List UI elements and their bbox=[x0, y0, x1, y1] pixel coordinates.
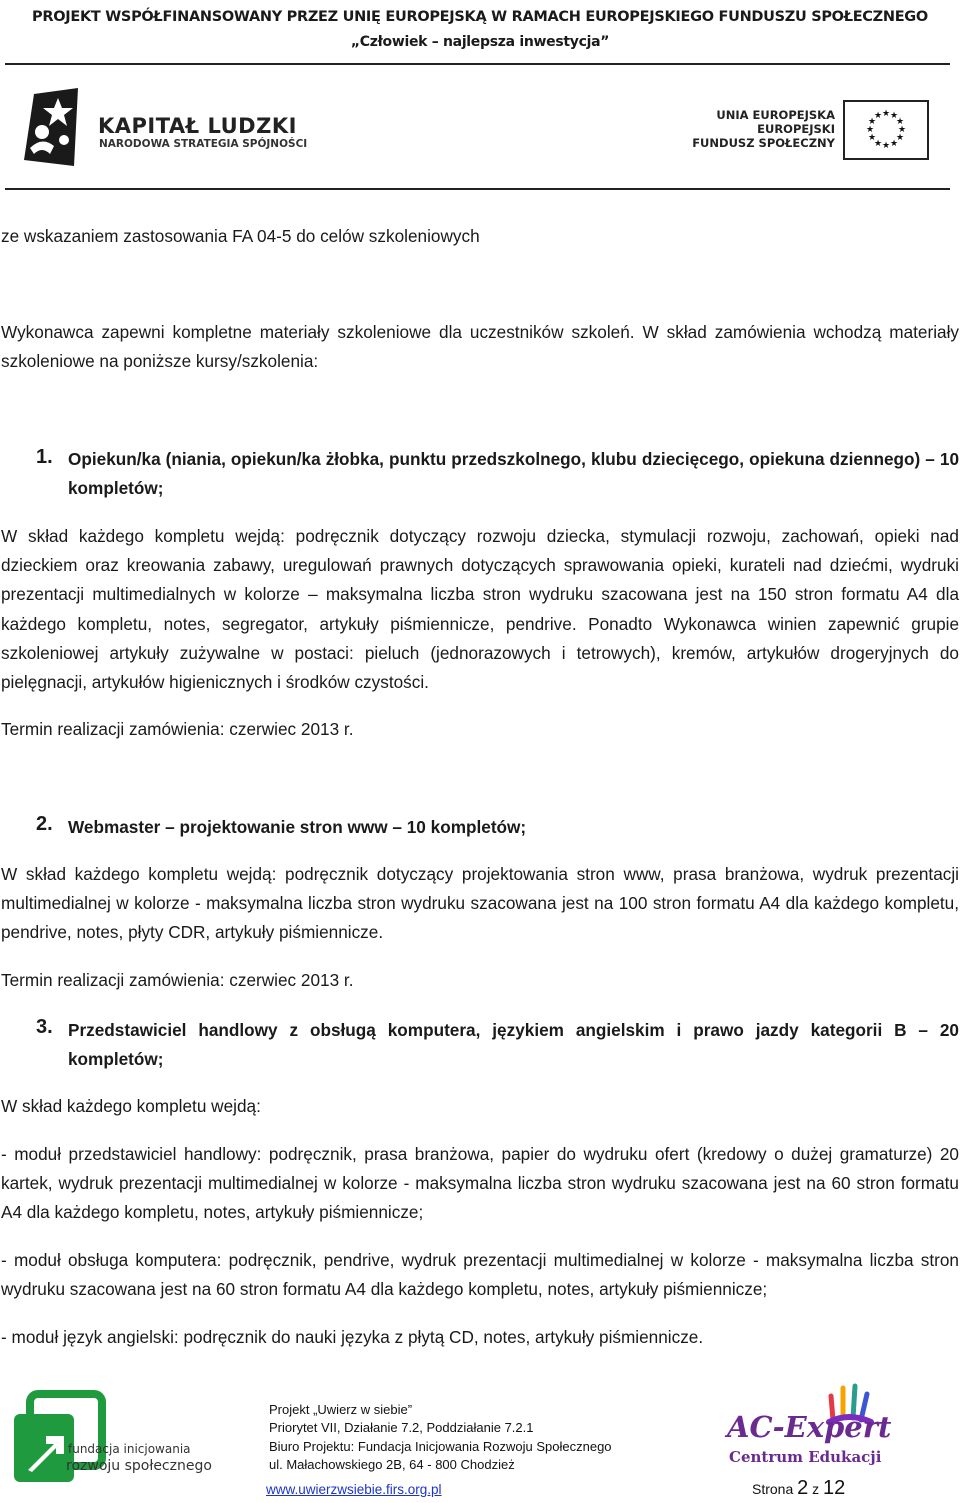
eu-flag-icon bbox=[843, 100, 929, 160]
eu-efs-logo bbox=[692, 98, 935, 162]
item-2-title: Webmaster – projektowanie stron www – 10 kompletów; bbox=[68, 817, 527, 837]
footer-project-line-2: Priorytet VII, Działanie 7.2, Poddziałanie 7.2.1 bbox=[269, 1420, 534, 1436]
svg-text:★: ★ bbox=[889, 139, 899, 149]
item-1-description: W skład każdego kompletu wejdą: podręcznik dotyczący rozwoju dziecka, stymulacji rozwoju, zachowań, opieki nad dzieckiem oraz kreowania zabawy, uregulowań prawnych dotyczących sprawowania opieki, kurateli nad dziećmi, wydruki prezentacji multimedialnych w kolorze – maksymalna liczba stron wydruku szacowana jest na 150 stron formatu A4 dla każdego kompletu, notes, segregator, artykuły piśmiennicze, pendrive. Ponadto Wykonawca winien zapewnić grupie szkoleniowej artykuły zużywalne w postaci: pieluch (jednorazowych i tetrowych), kremów, artykułów drogeryjnych do pielęgnacji, artykułów higienicznych i środków czystości. bbox=[1, 526, 959, 693]
kapital-ludzki-logo bbox=[20, 88, 308, 170]
eu-logo-line-3: FUNDUSZ SPOŁECZNY bbox=[692, 136, 835, 150]
header-line-2: „Człowiek – najlepsza inwestycja” bbox=[350, 34, 610, 50]
svg-text:★: ★ bbox=[865, 125, 875, 135]
footer-project-line-4: ul. Małachowskiego 2B, 64 - 800 Chodzież bbox=[269, 1457, 515, 1473]
item-2-description: W skład każdego kompletu wejdą: podręcznik dotyczący projektowania stron www, prasa branżowa, wydruk prezentacji multimedialnej w kolorze - maksymalna liczba stron wydruku szacowana jest na 100 stron formatu A4 dla każdego kompletu, pendrive, notes, płyty CDR, artykuły piśmiennicze. bbox=[1, 864, 959, 943]
header-divider-bottom bbox=[5, 188, 950, 190]
item-2-term: Termin realizacji zamówienia: czerwiec 2013 r. bbox=[1, 970, 354, 990]
svg-text:★: ★ bbox=[881, 109, 891, 119]
firs-logo-line-1: fundacja inicjowania bbox=[68, 1442, 191, 1456]
footer-project-line-1: Projekt „Uwierz w siebie” bbox=[269, 1402, 413, 1417]
materials-paragraph: Wykonawca zapewni kompletne materiały szkoleniowe dla uczestników szkoleń. W skład zamówienia wchodzą materiały szkoleniowe na poniższe kursy/szkolenia: bbox=[1, 322, 959, 372]
footer-project-line-3: Biuro Projektu: Fundacja Inicjowania Rozwoju Społecznego bbox=[269, 1438, 612, 1454]
header-divider-top bbox=[5, 63, 950, 65]
svg-text:★: ★ bbox=[897, 125, 907, 135]
ac-expert-subtitle: Centrum Edukacji bbox=[729, 1448, 882, 1466]
item-3-intro: W skład każdego kompletu wejdą: bbox=[1, 1096, 261, 1116]
page-number-total: 12 bbox=[823, 1477, 846, 1499]
intro-line: ze wskazaniem zastosowania FA 04-5 do celów szkoleniowych bbox=[1, 226, 480, 246]
footer-project-info bbox=[269, 1401, 612, 1475]
item-3-number: 3. bbox=[36, 1016, 53, 1038]
kapital-ludzki-subtitle: NARODOWA STRATEGIA SPÓJNOŚCI bbox=[99, 138, 308, 150]
page-number bbox=[752, 1477, 845, 1500]
eu-logo-line-2: EUROPEJSKI bbox=[757, 122, 835, 136]
item-2-number: 2. bbox=[36, 813, 53, 835]
item-3-module-computer: - moduł obsługa komputera: podręcznik, pendrive, wydruk prezentacji multimedialnej w kolorze - maksymalna liczba stron wydruku szacowana jest na 60 stron formatu A4 dla każdego kompletu, notes, artykuły piśmiennicze; bbox=[1, 1250, 959, 1300]
item-3-module-sales: - moduł przedstawiciel handlowy: podręcznik, prasa branżowa, papier do wydruku ofert (kredowy o dużej gramaturze) 20 kartek, wydruk prezentacji multimedialnej w kolorze - maksymalna liczba stron wydruku szacowana jest na 60 stron formatu A4 dla każdego kompletu, notes, artykuły piśmiennicze; bbox=[1, 1144, 959, 1223]
item-1-number: 1. bbox=[36, 446, 53, 468]
kapital-ludzki-title: KAPITAŁ LUDZKI bbox=[98, 114, 297, 138]
svg-text:★: ★ bbox=[895, 133, 905, 143]
item-1-term: Termin realizacji zamówienia: czerwiec 2013 r. bbox=[1, 719, 354, 739]
svg-text:★: ★ bbox=[895, 117, 905, 127]
svg-text:★: ★ bbox=[867, 133, 877, 143]
svg-text:★: ★ bbox=[873, 111, 883, 121]
item-1-title: Opiekun/ka (niania, opiekun/ka żłobka, punktu przedszkolnego, klubu dziecięcego, opiekuna dziennego) – 10 kompletów; bbox=[68, 449, 959, 499]
page-number-label: Strona bbox=[752, 1481, 794, 1497]
firs-logo-line-2: rozwoju społecznego bbox=[66, 1458, 212, 1474]
svg-text:★: ★ bbox=[867, 117, 877, 127]
svg-text:★: ★ bbox=[873, 139, 883, 149]
svg-text:★: ★ bbox=[889, 111, 899, 121]
svg-text:★: ★ bbox=[881, 141, 891, 151]
item-3-title: Przedstawiciel handlowy z obsługą komputera, językiem angielskim i prawo jazdy kategorii B – 20 kompletów; bbox=[68, 1020, 959, 1070]
ac-expert-logo bbox=[725, 1382, 900, 1472]
kapital-ludzki-emblem-icon bbox=[20, 88, 84, 168]
project-website-link[interactable]: www.uwierzwsiebie.firs.org.pl bbox=[266, 1482, 442, 1497]
page-number-current: 2 bbox=[797, 1477, 809, 1499]
page-number-of: z bbox=[812, 1481, 820, 1497]
ac-expert-title: AC-Expert bbox=[727, 1410, 892, 1444]
item-3-module-english: - moduł język angielski: podręcznik do nauki języka z płytą CD, notes, artykuły piśmiennicze. bbox=[1, 1327, 704, 1347]
eu-logo-line-1: UNIA EUROPEJSKA bbox=[716, 108, 835, 122]
header-line-1: PROJEKT WSPÓŁFINANSOWANY PRZEZ UNIĘ EUROPEJSKĄ W RAMACH EUROPEJSKIEGO FUNDUSZU SPOŁECZNEGO bbox=[32, 9, 928, 25]
firs-logo bbox=[10, 1390, 210, 1490]
